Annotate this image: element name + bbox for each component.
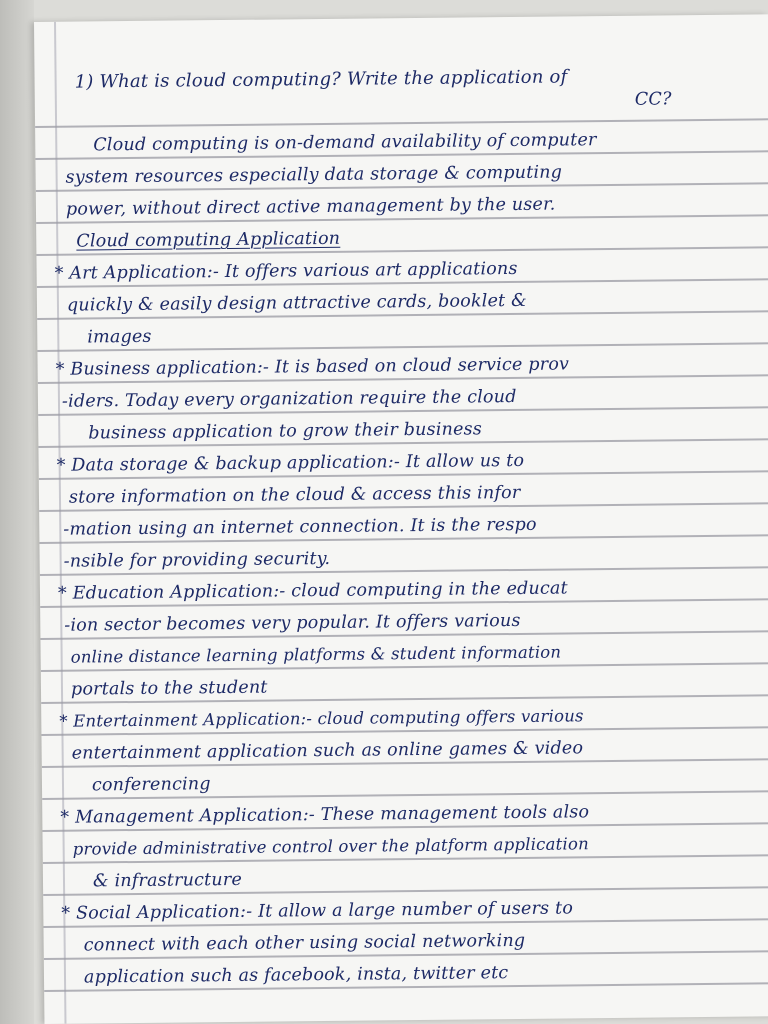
page-edge-shadow bbox=[0, 0, 34, 1024]
notebook-page bbox=[34, 14, 768, 1024]
note-line: entertainment application such as online games & video bbox=[71, 738, 584, 764]
note-line: * Entertainment Application:- cloud computing offers various bbox=[59, 706, 584, 731]
note-line: store information on the cloud & access this infor bbox=[68, 482, 521, 508]
note-line: * Data storage & backup application:- It allow us to bbox=[56, 450, 525, 476]
note-line: -mation using an internet connection. It is the respo bbox=[63, 514, 537, 540]
note-line: images bbox=[87, 326, 152, 348]
definition-line-1: Cloud computing is on-demand availability of computer bbox=[93, 130, 597, 156]
question-line-2: CC? bbox=[634, 89, 672, 110]
definition-line-3: power, without direct active management by the user. bbox=[65, 194, 556, 220]
note-line: -ion sector becomes very popular. It offers various bbox=[64, 610, 521, 636]
note-line: connect with each other using social networking bbox=[83, 930, 526, 956]
note-line: -iders. Today every organization require the cloud bbox=[61, 386, 517, 412]
note-line: business application to grow their business bbox=[88, 419, 483, 444]
note-line: & infrastructure bbox=[92, 869, 243, 892]
note-line: * Business application:- It is based on cloud service prov bbox=[55, 354, 570, 380]
note-line: online distance learning platforms & student information bbox=[70, 642, 562, 667]
note-line: * Art Application:- It offers various art applications bbox=[54, 258, 518, 284]
note-line: * Management Application:- These management tools also bbox=[60, 802, 590, 828]
note-line: provide administrative control over the platform application bbox=[72, 834, 589, 859]
note-line: -nsible for providing security. bbox=[63, 548, 331, 572]
note-line: quickly & easily design attractive cards, booklet & bbox=[66, 290, 527, 316]
note-line: portals to the student bbox=[70, 677, 268, 700]
note-line: conferencing bbox=[91, 774, 211, 796]
note-line: application such as facebook, insta, twitter etc bbox=[83, 963, 509, 988]
section-heading: Cloud computing Application bbox=[76, 228, 341, 252]
question-line-1: 1) What is cloud computing? Write the application of bbox=[74, 66, 568, 93]
definition-line-2: system resources especially data storage & computing bbox=[65, 162, 563, 188]
ruled-line bbox=[35, 118, 768, 128]
note-line: * Social Application:- It allow a large number of users to bbox=[61, 898, 574, 924]
note-line: * Education Application:- cloud computing in the educat bbox=[57, 578, 568, 604]
